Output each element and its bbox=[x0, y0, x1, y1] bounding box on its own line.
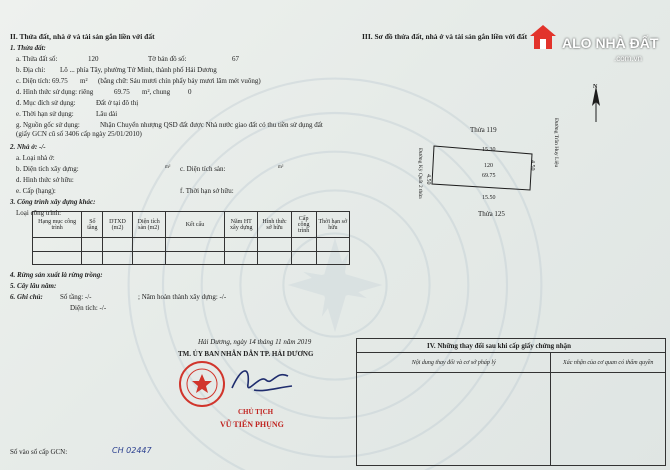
th-floors: Số tầng bbox=[82, 212, 103, 238]
build-area-unit: m² bbox=[165, 165, 171, 170]
parcel-no-label: a. Thửa đất số: bbox=[16, 55, 58, 63]
notes-floors: Số tầng: -/- bbox=[60, 293, 92, 301]
lot-bottom: Thửa 125 bbox=[478, 210, 505, 218]
floor-area: c. Diện tích sàn: bbox=[180, 165, 226, 173]
section4-title: IV. Những thay đổi sau khi cấp giấy chứng nhận bbox=[357, 339, 666, 353]
area-words: (bằng chữ: Sáu mươi chín phẩy bảy mươi lăm mét vuông) bbox=[98, 77, 261, 85]
grade: e. Cấp (hạng): bbox=[16, 187, 56, 195]
official-seal bbox=[178, 360, 226, 408]
sign-org: TM. ỦY BAN NHÂN DÂN TP. HẢI DƯƠNG bbox=[178, 350, 314, 358]
th-floor-area: Diện tích sàn (m2) bbox=[132, 212, 165, 238]
address-label: b. Địa chỉ: bbox=[16, 66, 46, 74]
floor-area-unit: m² bbox=[278, 165, 284, 170]
sign-title: CHỦ TỊCH bbox=[238, 408, 274, 416]
area-label: c. Diện tích: bbox=[16, 77, 51, 85]
col-change: Nội dung thay đổi và cơ sở pháp lý bbox=[357, 353, 551, 373]
notes-year: ; Năm hoàn thành xây dựng: -/- bbox=[138, 293, 227, 301]
usage-common: 0 bbox=[188, 88, 192, 96]
dim-bottom: 15.50 bbox=[482, 195, 496, 201]
section2-title: II. Thửa đất, nhà ở và tài sản gắn liền với đất bbox=[10, 32, 155, 41]
works-header: 3. Công trình xây dựng khác: bbox=[10, 198, 96, 206]
signer-name: VŨ TIẾN PHỤNG bbox=[220, 420, 284, 429]
th-term: Thời hạn sở hữu bbox=[316, 212, 349, 238]
ownership-term: f. Thời hạn sở hữu: bbox=[180, 187, 234, 195]
section3-title: III. Sơ đồ thửa đất, nhà ở và tài sản gắn liền với đất bbox=[362, 32, 528, 41]
notes-area: Diện tích: -/- bbox=[70, 304, 107, 312]
logo-domain: .com.vn bbox=[614, 54, 643, 63]
usage-private: 69.75 bbox=[114, 88, 130, 96]
north-label: N bbox=[593, 84, 598, 90]
th-structure: Kết cấu bbox=[165, 212, 224, 238]
th-item: Hạng mục công trình bbox=[33, 212, 82, 238]
table-row bbox=[33, 238, 350, 252]
col-confirm: Xác nhận của cơ quan có thẩm quyền bbox=[551, 353, 666, 373]
sign-date: Hải Dương, ngày 14 tháng 11 năm 2019 bbox=[198, 338, 312, 346]
origin: Nhận Chuyển nhượng QSD đất được Nhà nước giao đất có thu tiền sử dụng đất (giấy GCN cũ số 3406 cấp ngày 25/01/2010) bbox=[16, 121, 323, 138]
usage-form-label: d. Hình thức sử dụng: riêng bbox=[16, 88, 94, 96]
build-area: b. Diện tích xây dựng: bbox=[16, 165, 79, 173]
area-value: 69.75 bbox=[52, 77, 68, 85]
house-logo-icon bbox=[528, 22, 558, 52]
road-right: Đường Trần Huy Liệu bbox=[553, 118, 559, 168]
house-type: a. Loại nhà ở: bbox=[16, 154, 55, 162]
parcel-no-map: 120 bbox=[484, 163, 493, 169]
dim-right: 4.50 bbox=[529, 160, 535, 171]
changes-table bbox=[356, 338, 666, 466]
parcel-no: 120 bbox=[88, 55, 99, 63]
registry-label: Số vào sổ cấp GCN: bbox=[10, 448, 68, 456]
th-dtxd: DTXD (m2) bbox=[103, 212, 132, 238]
parcel-area-map: 69.75 bbox=[482, 173, 496, 179]
works-type: Loại công trình: bbox=[16, 209, 62, 217]
th-ownership: Hình thức sở hữu bbox=[258, 212, 291, 238]
origin-label: g. Nguồn gốc sử dụng: bbox=[16, 121, 80, 129]
table-row bbox=[357, 373, 666, 466]
dim-top: 15.30 bbox=[482, 147, 496, 153]
purpose-label: đ. Mục đích sử dụng: bbox=[16, 99, 76, 107]
road-left: Đường Kỳ Quất 2 thửa bbox=[417, 148, 423, 199]
perennial-header: 5. Cây lâu năm: bbox=[10, 282, 57, 290]
dim-left: 4.50 bbox=[425, 174, 431, 185]
notes-header: 6. Ghi chú: bbox=[10, 293, 43, 301]
usage-common-label: m², chung bbox=[142, 88, 171, 96]
ownership-form: d. Hình thức sở hữu: bbox=[16, 176, 74, 184]
logo-brand: ALO NHÀ ĐẤT bbox=[562, 35, 659, 51]
purpose: Đất ở tại đô thị bbox=[96, 99, 139, 107]
registry-no: CH 02447 bbox=[112, 446, 152, 455]
map-sheet-label: Tờ bản đồ số: bbox=[148, 55, 187, 63]
land-header: 1. Thửa đất: bbox=[10, 44, 46, 52]
signature-scribble bbox=[228, 362, 298, 398]
lot-top: Thửa 119 bbox=[470, 126, 497, 134]
forest-header: 4. Rừng sản xuất là rừng trồng: bbox=[10, 271, 103, 279]
term-label: e. Thời hạn sử dụng: bbox=[16, 110, 74, 118]
house-header: 2. Nhà ở: -/- bbox=[10, 143, 46, 151]
area-unit: m² bbox=[80, 77, 88, 85]
table-row bbox=[33, 251, 350, 265]
map-sheet: 67 bbox=[232, 55, 239, 63]
address: Lô ... phía Tây, phường Tứ Minh, thành phố Hải Dương bbox=[60, 66, 217, 74]
th-grade: Cấp công trình bbox=[291, 212, 316, 238]
th-year: Năm HT xây dựng bbox=[225, 212, 258, 238]
term: Lâu dài bbox=[96, 110, 118, 118]
works-table bbox=[32, 211, 350, 265]
